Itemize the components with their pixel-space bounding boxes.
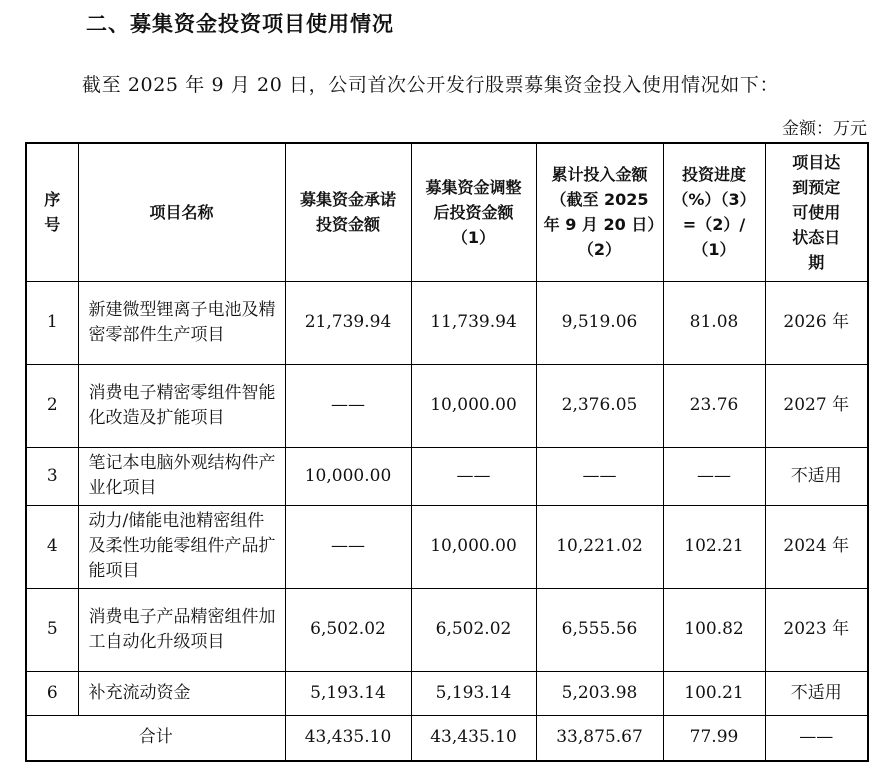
total-invested: 33,875.67: [536, 715, 663, 761]
cell-progress: 81.08: [663, 281, 765, 364]
cell-progress: 102.21: [663, 505, 765, 588]
cell-date: 2024 年: [765, 505, 868, 588]
cell-invested: 5,203.98: [536, 671, 663, 715]
cell-committed: 5,193.14: [285, 671, 411, 715]
cell-date: 2026 年: [765, 281, 868, 364]
cell-project-name: 动力/储能电池精密组件及柔性功能零组件产品扩能项目: [78, 505, 285, 588]
header-progress: 投资进度（%）（3）=（2）/（1）: [663, 143, 765, 281]
total-progress: 77.99: [663, 715, 765, 761]
table-total-row: [26, 715, 868, 761]
cell-date: 不适用: [765, 447, 868, 505]
total-committed: 43,435.10: [285, 715, 411, 761]
table-header-row: [26, 143, 868, 281]
cell-project-name: 笔记本电脑外观结构件产业化项目: [78, 447, 285, 505]
cell-invested: 10,221.02: [536, 505, 663, 588]
table-row: [26, 588, 868, 671]
cell-committed: 21,739.94: [285, 281, 411, 364]
cell-invested: ——: [536, 447, 663, 505]
cell-committed: 6,502.02: [285, 588, 411, 671]
cell-no: 1: [26, 281, 78, 364]
cell-project-name: 补充流动资金: [78, 671, 285, 715]
cell-date: 不适用: [765, 671, 868, 715]
amount-unit: 金额：万元: [782, 119, 867, 139]
table-row: [26, 447, 868, 505]
cell-invested: 2,376.05: [536, 364, 663, 447]
cell-adjusted: 11,739.94: [411, 281, 536, 364]
cell-adjusted: ——: [411, 447, 536, 505]
cell-no: 2: [26, 364, 78, 447]
header-no: 序号: [26, 143, 78, 281]
header-date: 项目达到预定可使用状态日期: [765, 143, 868, 281]
table-row: [26, 364, 868, 447]
intro-paragraph: 截至 2025 年 9 月 20 日，公司首次公开发行股票募集资金投入使用情况如下：: [82, 74, 780, 96]
cell-no: 4: [26, 505, 78, 588]
cell-no: 6: [26, 671, 78, 715]
header-invested: 累计投入金额（截至 2025 年 9 月 20 日）（2）: [536, 143, 663, 281]
cell-date: 2027 年: [765, 364, 868, 447]
cell-progress: 100.82: [663, 588, 765, 671]
total-adjusted: 43,435.10: [411, 715, 536, 761]
cell-progress: 23.76: [663, 364, 765, 447]
section-heading: 二、募集资金投资项目使用情况: [86, 12, 394, 36]
table-row: [26, 281, 868, 364]
cell-project-name: 消费电子产品精密组件加工自动化升级项目: [78, 588, 285, 671]
fund-usage-table: [25, 142, 869, 762]
cell-invested: 9,519.06: [536, 281, 663, 364]
header-project-name: 项目名称: [78, 143, 285, 281]
cell-adjusted: 10,000.00: [411, 364, 536, 447]
total-date: ——: [765, 715, 868, 761]
cell-project-name: 新建微型锂离子电池及精密零部件生产项目: [78, 281, 285, 364]
cell-adjusted: 6,502.02: [411, 588, 536, 671]
cell-committed: ——: [285, 505, 411, 588]
cell-date: 2023 年: [765, 588, 868, 671]
header-adjusted: 募集资金调整后投资金额（1）: [411, 143, 536, 281]
cell-no: 3: [26, 447, 78, 505]
header-committed: 募集资金承诺投资金额: [285, 143, 411, 281]
cell-progress: ——: [663, 447, 765, 505]
cell-adjusted: 5,193.14: [411, 671, 536, 715]
cell-invested: 6,555.56: [536, 588, 663, 671]
cell-no: 5: [26, 588, 78, 671]
cell-project-name: 消费电子精密零组件智能化改造及扩能项目: [78, 364, 285, 447]
cell-committed: 10,000.00: [285, 447, 411, 505]
table-row: [26, 671, 868, 715]
cell-adjusted: 10,000.00: [411, 505, 536, 588]
cell-progress: 100.21: [663, 671, 765, 715]
cell-committed: ——: [285, 364, 411, 447]
table-row: [26, 505, 868, 588]
total-label: 合计: [26, 715, 285, 761]
